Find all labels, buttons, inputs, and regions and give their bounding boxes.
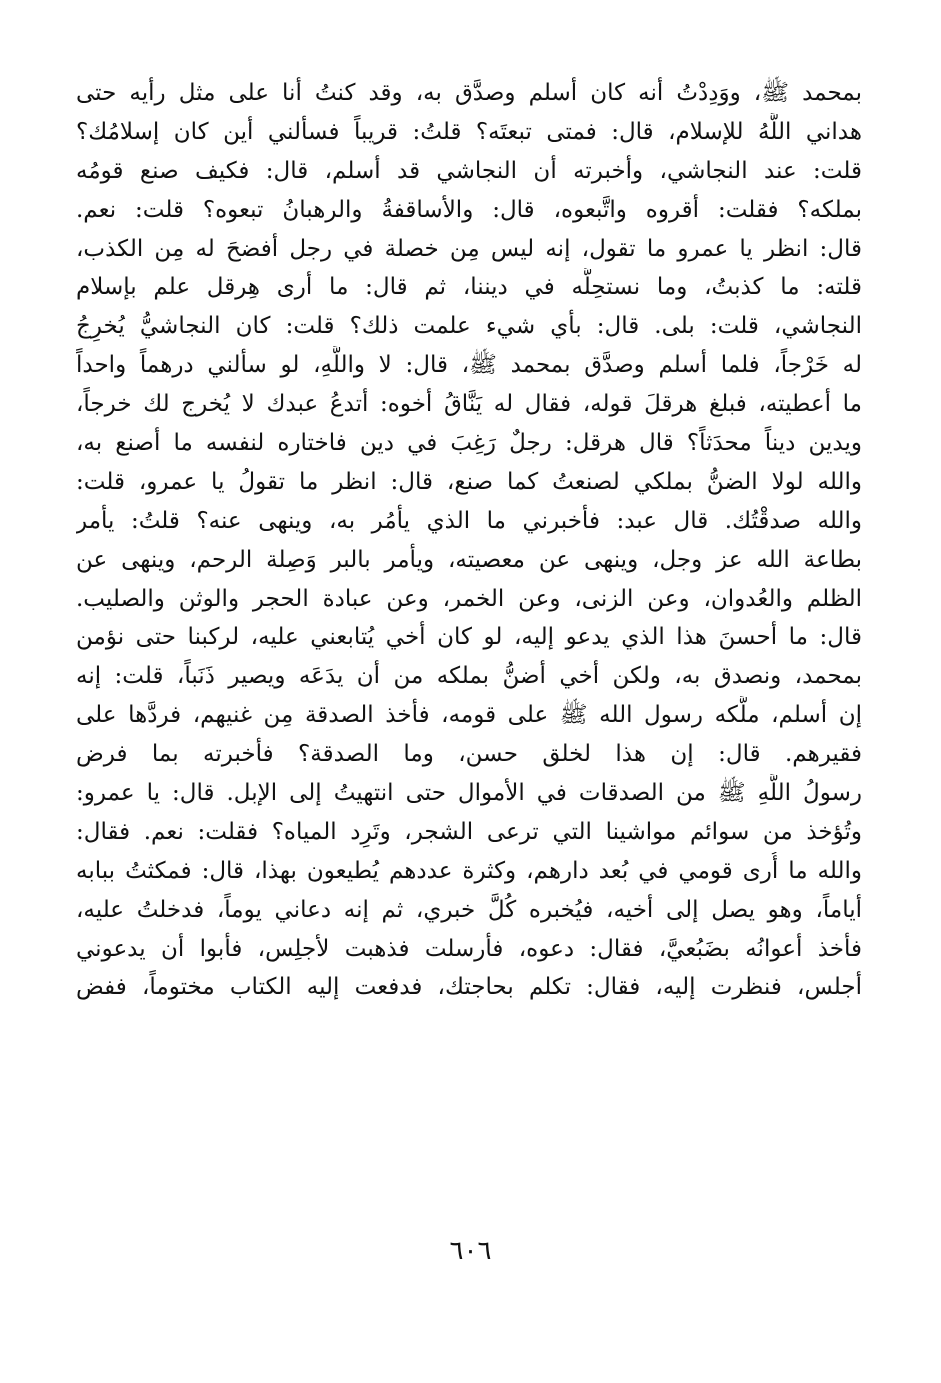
- text-line: والله لولا الضنُّ بملكي لصنعتُ كما صنع، قال: انظر ما تقولُ يا عمرو، قلت:: [76, 468, 862, 495]
- text-line: النجاشي، قلت: بلى. قال: بأي شيء علمت ذلك؟ قلت: كان النجاشيُّ يُخرِجُ: [76, 313, 862, 340]
- text-line: فقيرهم. قال: إن هذا لخلق حسن، وما الصدقة؟ فأخبرته بما فرض: [76, 741, 862, 768]
- text-line: قال: ما أحسنَ هذا الذي يدعو إليه، لو كان أخي يُتابعني عليه، لركبنا حتى نؤمن: [76, 624, 862, 651]
- text-line: وتُؤخذ من سوائم مواشينا التي ترعى الشجر، وتَرِد المياه؟ فقلت: نعم. فقال:: [76, 818, 862, 845]
- text-line: أياماً، وهو يصل إلى أخيه، فيُخبره كُلَّ خبري، ثم إنه دعاني يوماً، فدخلتُ عليه،: [76, 896, 862, 923]
- text-line: أجلس، فنظرت إليه، فقال: تكلم بحاجتك، فدفعت إليه الكتاب مختوماً، ففض: [76, 974, 862, 1001]
- body-text: [76, 74, 862, 1007]
- text-line: بطاعة الله عز وجل، وينهى عن معصيته، ويأمر بالبر وَصِلة الرحم، وينهى عن: [76, 546, 862, 573]
- text-line: ويدين ديناً محدَثاً؟ قال هرقل: رجلٌ رَغِبَ في دين فاختاره لنفسه ما أصنع به،: [76, 430, 862, 457]
- text-line: بمحمد ﷺ، ووَدِدْتُ أنه كان أسلم وصدَّق به، وقد كنتُ أنا على مثل رأيه حتى: [76, 80, 862, 106]
- text-line: والله صدقْتُك. قال عبد: فأخبرني ما الذي يأمُر به، وينهى عنه؟ قلتُ: يأمر: [76, 507, 862, 534]
- text-line: والله ما أُرى قومي في بُعد دارهم، وكثرة عددهم يُطيعون بهذا، قال: فمكثتُ ببابه: [76, 857, 862, 884]
- text-line: ما أعطيته، فبلغ هرقلَ قوله، فقال له يَنَّاقُ أخوه: أتدعُ عبدك لا يُخرج لك خرجاً،: [76, 391, 862, 418]
- text-line: هداني اللَّهُ للإسلام، قال: فمتى تبعتَه؟ قلتُ: قريباً فسألني أين كان إسلامُك؟: [76, 118, 862, 145]
- text-line: فأخذ أعوانُه بضَبُعيَّ، فقال: دعوه، فأرسلت فذهبت لأجلِس، فأبوا أن يدعوني: [76, 935, 862, 962]
- page-number: ٦٠٦: [449, 1236, 492, 1266]
- text-line: قلته: ما كذبتُ، وما نستحِلُّه في ديننا، ثم قال: ما أرى هِرقل علم بإسلام: [76, 274, 862, 301]
- text-line: له خَرْجاً، فلما أسلم وصدَّق بمحمد ﷺ، قال: لا واللَّهِ، لو سألني درهماً واحداً: [76, 352, 862, 379]
- text-line: بمحمد، ونصدق به، ولكن أخي أضنُّ بملكه من أن يدَعَه ويصير ذَنَباً، قلت: إنه: [76, 663, 862, 690]
- text-line: الظلم والعُدوان، وعن الزنى، وعن الخمر، وعن عبادة الحجر والوثن والصليب.: [76, 585, 862, 612]
- text-line: إن أسلم، ملَّكه رسول الله ﷺ على قومه، فأخذ الصدقة مِن غنيهم، فردَّها على: [76, 702, 862, 729]
- text-line: رسولُ اللَّهِ ﷺ من الصدقات في الأموال حتى انتهيتُ إلى الإبل. قال: يا عمرو:: [76, 780, 862, 807]
- text-line: قلت: عند النجاشي، وأخبرته أن النجاشي قد أسلم، قال: فكيف صنع قومُه: [76, 157, 862, 184]
- text-line: قال: انظر يا عمرو ما تقول، إنه ليس مِن خصلة في رجل أفضحَ له مِن الكذب،: [76, 235, 862, 262]
- text-line: بملكه؟ فقلت: أقروه واتَّبعوه، قال: والأساقفةُ والرهبانُ تبعوه؟ قلت: نعم.: [76, 196, 862, 223]
